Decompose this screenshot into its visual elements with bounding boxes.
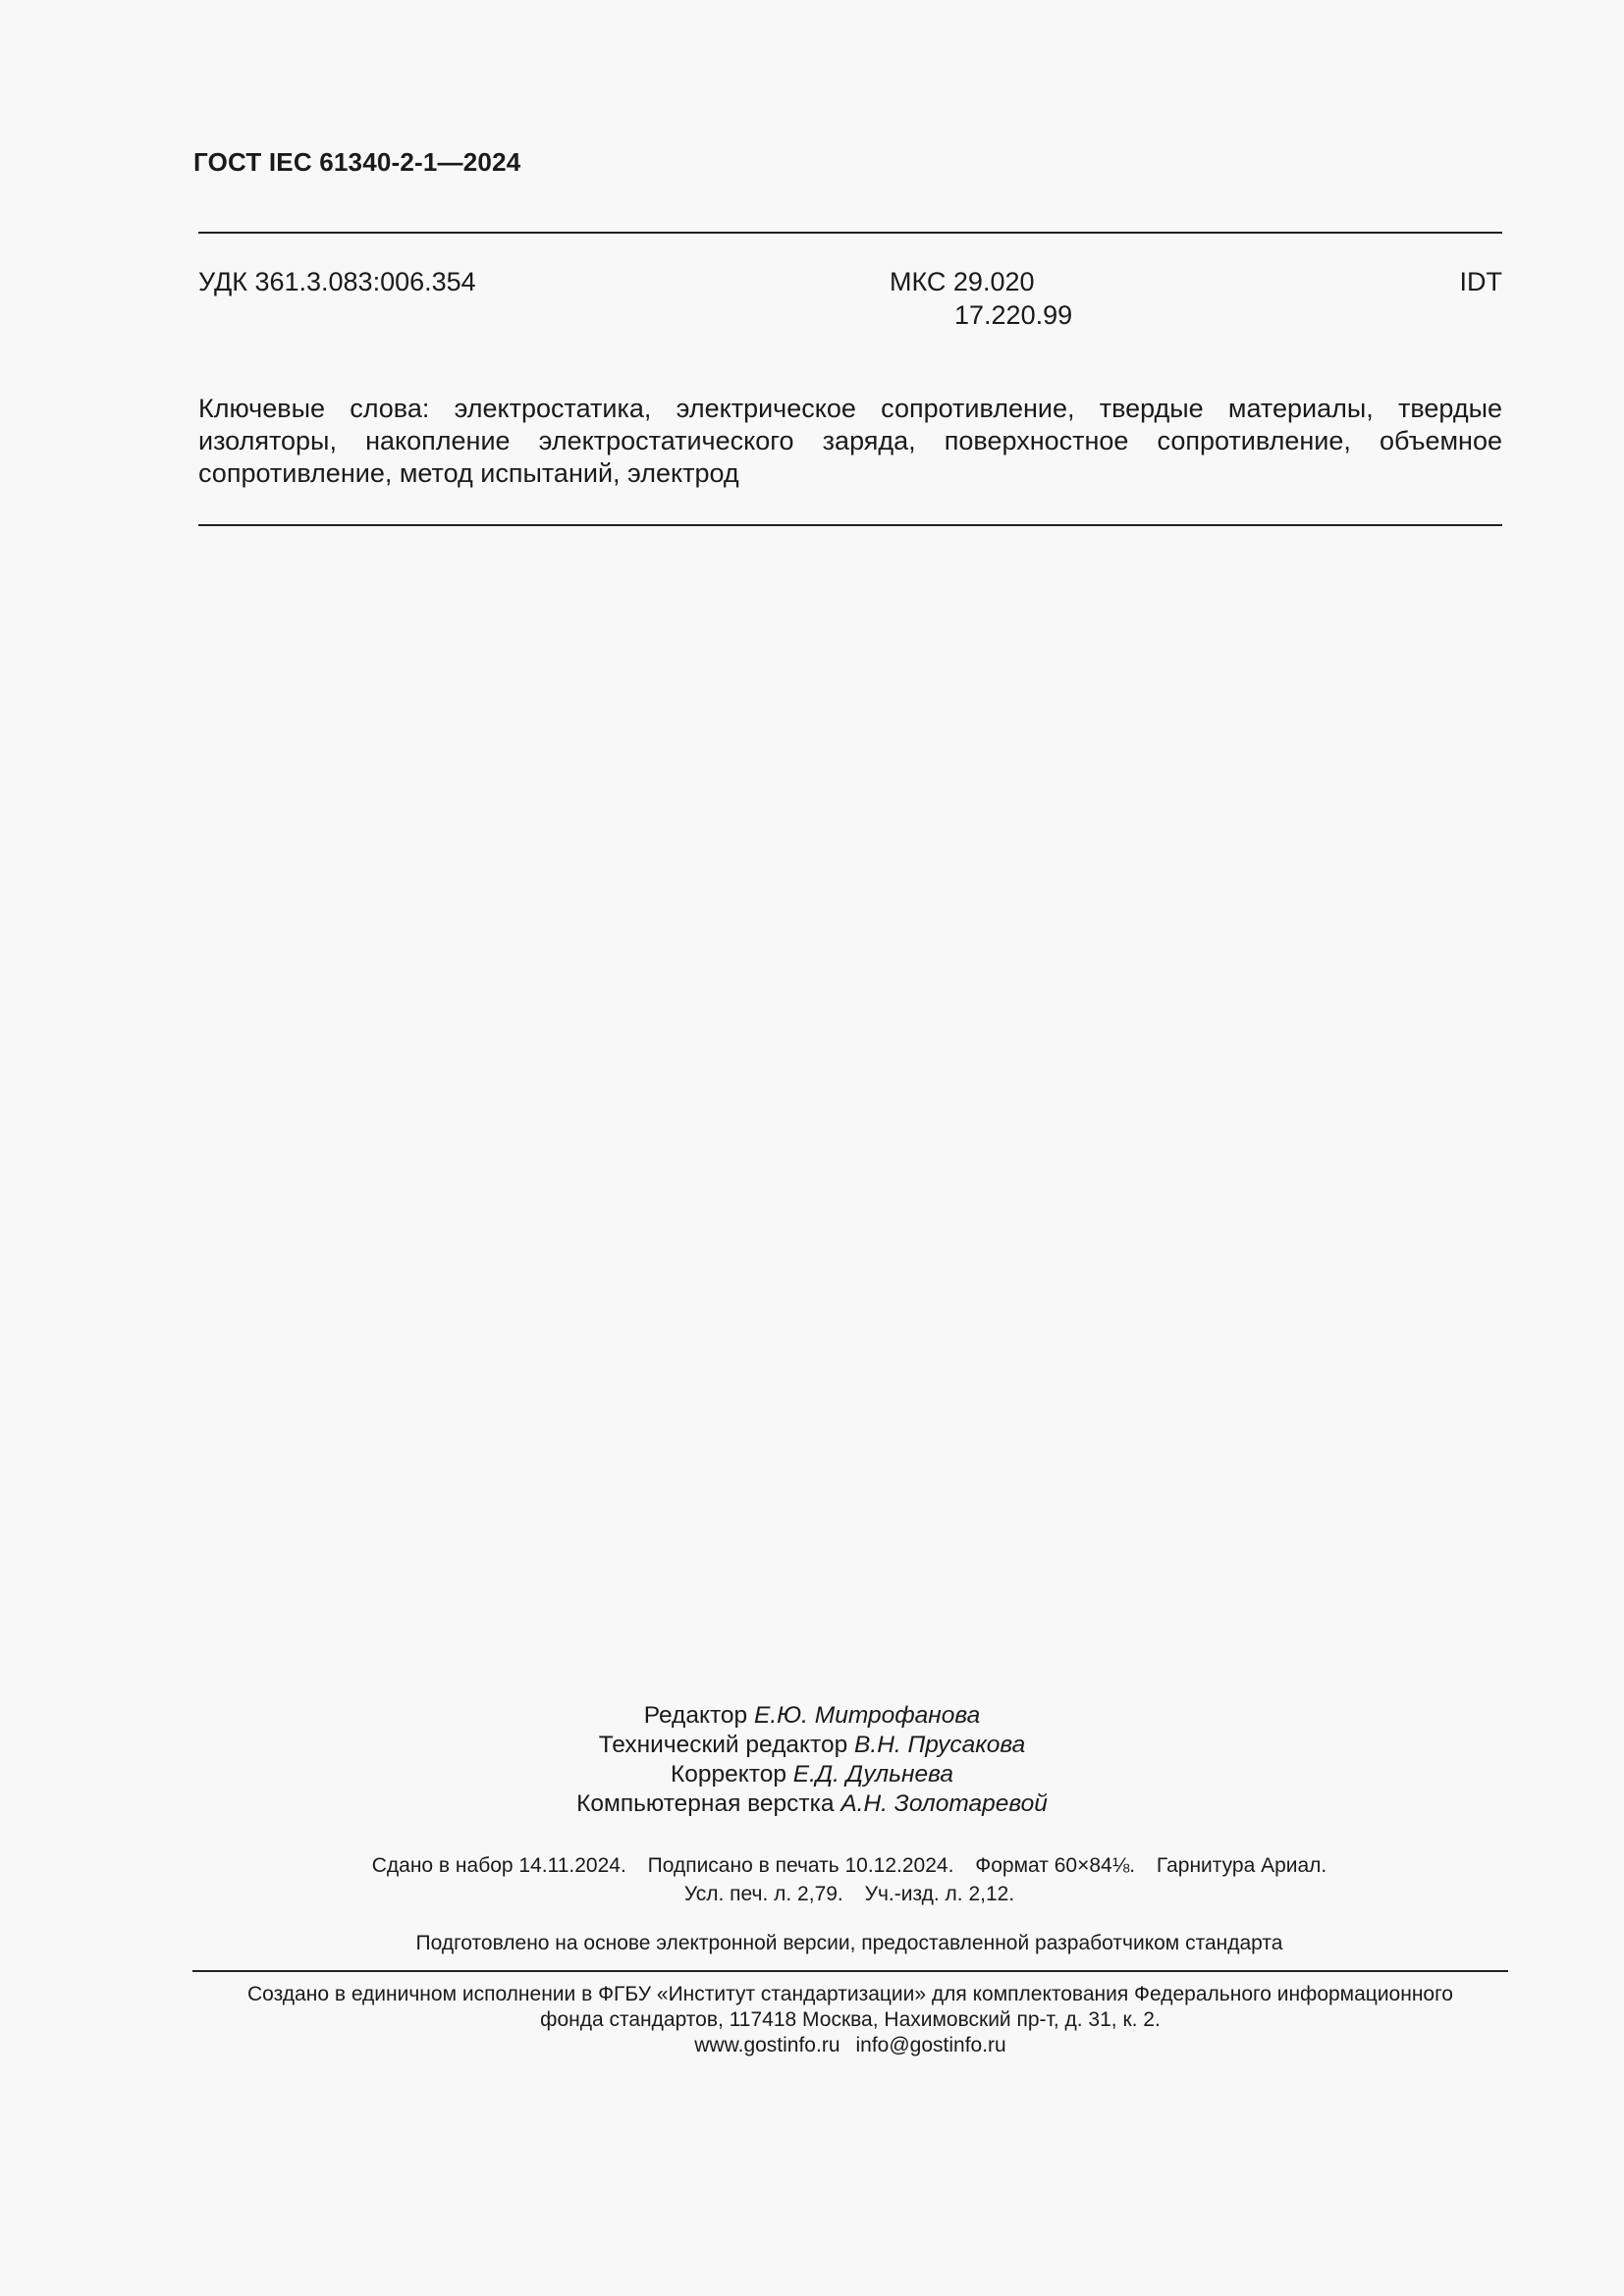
created-block (192, 1982, 1508, 2058)
footer-divider (192, 1970, 1508, 1972)
credit-editor (0, 1701, 1624, 1731)
credits-block (0, 1701, 1624, 1819)
credit-name: Е.Ю. Митрофанова (753, 1702, 981, 1729)
publishing-sheets: Уч.-изд. л. 2,12. (864, 1883, 1015, 1905)
credit-proofreader (0, 1760, 1624, 1789)
mks-codes (890, 265, 1072, 332)
signed-date: Подписано в печать 10.12.2024. (647, 1854, 954, 1877)
print-info-line1 (0, 1851, 1624, 1880)
website-link[interactable]: www.gostinfo.ru (694, 2034, 840, 2056)
keywords-paragraph: Ключевые слова: электростатика, электрическое сопротивление, твердые материалы, твердые изоляторы, накопление электростатического заряда, поверхностное сопротивление, объемное сопротивление, метод испытаний, электрод (198, 394, 1502, 488)
credit-name: А.Н. Золотаревой (840, 1790, 1048, 1817)
credit-role: Редактор (643, 1702, 748, 1729)
created-line1: Создано в единичном исполнении в ФГБУ «Институт стандартизации» для комплектования Федерального информационного (247, 1983, 1453, 2005)
contacts-line (192, 2033, 1508, 2058)
credit-role: Технический редактор (598, 1732, 848, 1758)
standard-code: ГОСТ IEC 61340-2-1—2024 (193, 147, 521, 177)
submitted-date: Сдано в набор 14.11.2024. (371, 1854, 626, 1877)
credit-technical-editor (0, 1731, 1624, 1760)
print-info-line2 (0, 1880, 1624, 1908)
credit-layout (0, 1789, 1624, 1819)
typeface: Гарнитура Ариал. (1156, 1854, 1327, 1877)
print-info-block (0, 1851, 1624, 1908)
prepared-note: Подготовлено на основе электронной версии, предоставленной разработчиком стандарта (415, 1932, 1283, 1954)
mks-code-secondary: 17.220.99 (954, 300, 1073, 330)
paper-format: Формат 60×84⅛. (975, 1854, 1136, 1877)
top-divider (198, 232, 1502, 234)
credit-role: Компьютерная верстка (576, 1790, 835, 1817)
keywords-divider (198, 524, 1502, 526)
conventional-sheets: Усл. печ. л. 2,79. (683, 1883, 843, 1905)
idt-label: IDT (1459, 267, 1502, 296)
credit-name: В.Н. Прусакова (854, 1732, 1026, 1758)
mks-code-primary: МКС 29.020 (890, 267, 1035, 296)
created-line2: фонда стандартов, 117418 Москва, Нахимовский пр-т, д. 31, к. 2. (540, 2008, 1161, 2031)
credit-name: Е.Д. Дульнева (792, 1761, 953, 1788)
udk-code: УДК 361.3.083:006.354 (198, 267, 476, 296)
email-link[interactable]: info@gostinfo.ru (855, 2034, 1006, 2056)
credit-role: Корректор (671, 1761, 786, 1788)
